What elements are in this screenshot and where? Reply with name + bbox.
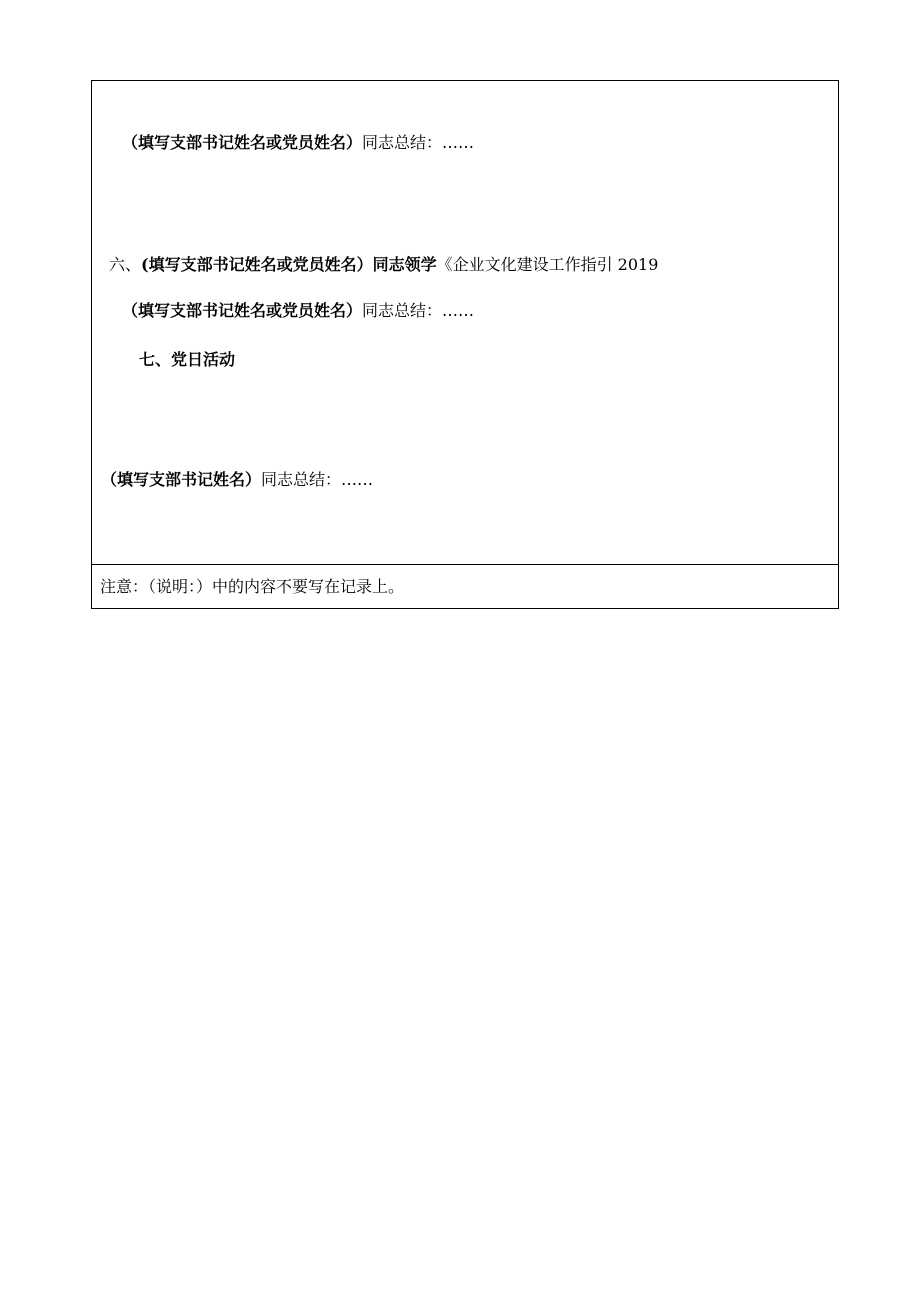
summary-paragraph-3 [101,470,373,490]
section-six-heading [109,255,658,275]
section-six-number: 六、 [109,255,142,274]
record-table [91,80,839,609]
note-cell [92,565,838,608]
summary-paragraph-1 [122,133,474,153]
name-placeholder-2: （填写支部书记姓名或党员姓名） [122,301,363,320]
section-six-name-placeholder: (填写支部书记姓名或党员姓名）同志领学 [141,255,437,274]
name-placeholder-3: （填写支部书记姓名） [101,470,262,489]
summary-text-3: 同志总结：…… [261,470,374,489]
summary-text-1: 同志总结：…… [362,133,475,152]
note-text: 注意：（说明：）中的内容不要写在记录上。 [100,577,405,596]
summary-paragraph-2 [122,301,474,321]
summary-text-2: 同志总结：…… [362,301,475,320]
record-content-cell [92,81,838,565]
section-six-document-title: 《企业文化建设工作指引 2019 [436,255,659,274]
section-seven-heading: 七、党日活动 [139,350,236,369]
name-placeholder-1: （填写支部书记姓名或党员姓名） [122,133,363,152]
